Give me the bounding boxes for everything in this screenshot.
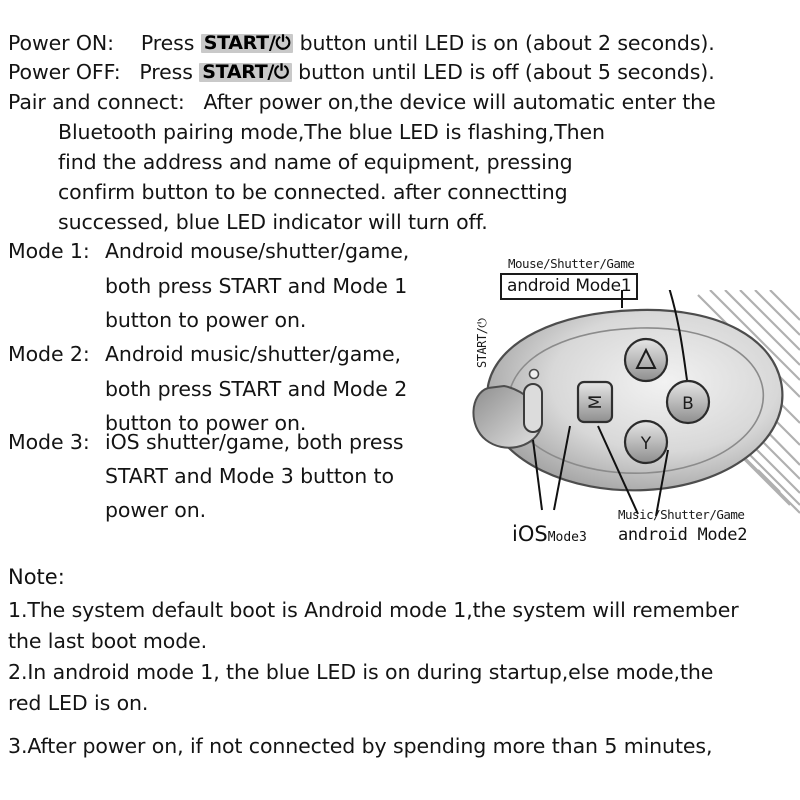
mode-3-line-2: power on. — [105, 498, 207, 522]
pair-connect-label: Pair and connect: — [8, 90, 185, 114]
mode-1-line-0: Android mouse/shutter/game, — [105, 239, 410, 263]
gamepad-illustration — [470, 250, 800, 570]
pair-connect-line-2: find the address and name of equipment, pressing — [58, 150, 573, 174]
pair-connect-line-1: Bluetooth pairing mode,The blue LED is flashing,Then — [58, 120, 605, 144]
note-item-1-line-1: the last boot mode. — [8, 629, 208, 653]
start-button-chip-2: START/⏻ — [199, 63, 291, 82]
mode-2-line-1: both press START and Mode 2 — [105, 377, 408, 401]
power-on-label: Power ON: — [8, 31, 114, 55]
mode-1-line-1: both press START and Mode 1 — [105, 274, 408, 298]
power-off-line — [8, 62, 715, 83]
power-off-post: button until LED is off (about 5 seconds). — [298, 60, 715, 84]
svg-text:B: B — [682, 394, 694, 414]
svg-text:Y: Y — [640, 434, 652, 454]
mode-1-label: Mode 1: — [8, 239, 90, 263]
power-off-label: Power OFF: — [8, 60, 121, 84]
mode-2-line-0: Android music/shutter/game, — [105, 342, 401, 366]
callout-android-mode1: android Mode1 — [500, 273, 638, 300]
power-on-line — [8, 33, 715, 54]
ios-caption-sub: Mode3 — [547, 530, 587, 545]
mode-3-label: Mode 3: — [8, 430, 90, 454]
start-button-chip: START/⏻ — [201, 34, 293, 53]
pair-connect-line-0 — [8, 92, 716, 113]
mode-3-line-1: START and Mode 3 button to — [105, 464, 394, 488]
ios-mode3-caption — [512, 522, 587, 546]
mode-2-label: Mode 2: — [8, 342, 90, 366]
gamepad-drawing — [470, 290, 800, 520]
power-off-pre: Press — [139, 60, 193, 84]
mode-1-line-2: button to power on. — [105, 308, 307, 332]
power-on-post: button until LED is on (about 2 seconds). — [299, 31, 715, 55]
note-item-2-line-1: red LED is on. — [8, 691, 149, 715]
mode-2-line-2: button to power on. — [105, 411, 307, 435]
note-item-3-line-0: 3.After power on, if not connected by spending more than 5 minutes, — [8, 734, 713, 758]
mode-3-line-0: iOS shutter/game, both press — [105, 430, 404, 454]
android-mode2-caption: android Mode2 — [618, 525, 748, 545]
power-on-pre: Press — [140, 31, 195, 55]
ios-caption-text: iOS — [512, 522, 548, 546]
note-item-2-line-0: 2.In android mode 1, the blue LED is on during startup,else mode,the — [8, 660, 714, 684]
note-item-1-line-0: 1.The system default boot is Android mode 1,the system will remember — [8, 598, 739, 622]
pair-connect-text-0: After power on,the device will automatic enter the — [203, 90, 716, 114]
music-shutter-game-caption: Music/Shutter/Game — [618, 507, 745, 522]
start-power-vertical-label: START/⏻ — [475, 318, 489, 368]
pair-connect-line-3: confirm button to be connected. after connectting — [58, 180, 568, 204]
svg-text:M: M — [586, 394, 606, 410]
pair-connect-line-4: successed, blue LED indicator will turn off. — [58, 210, 488, 234]
note-heading: Note: — [8, 565, 65, 589]
mouse-shutter-game-caption: Mouse/Shutter/Game — [508, 256, 635, 271]
